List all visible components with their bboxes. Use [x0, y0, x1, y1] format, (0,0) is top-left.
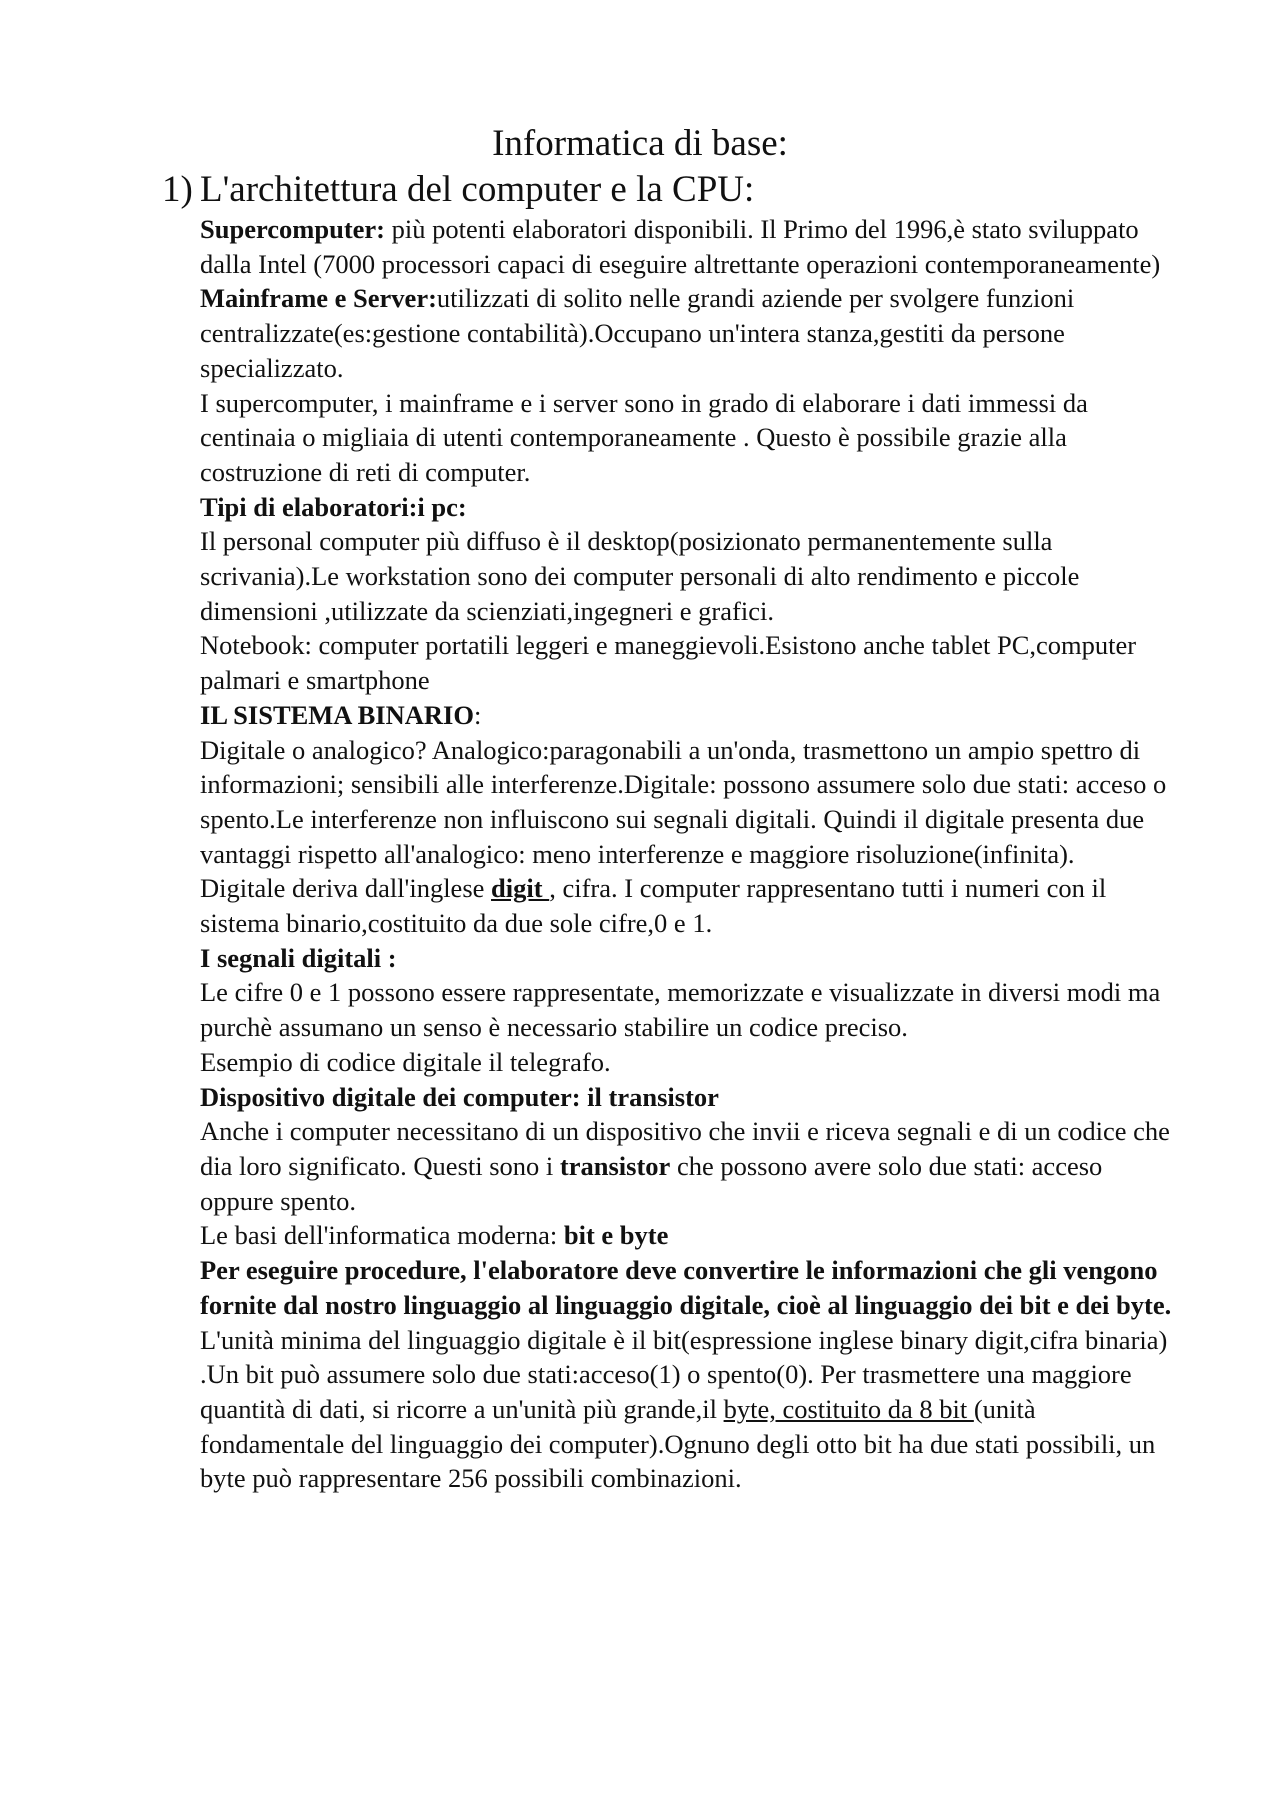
text-run: utilizzati di solito nelle grandi aziende per svolgere funzioni centralizzate(es:gestione contabilità).Occupano un'intera stanza,gestiti da persone specializzato. — [200, 283, 1075, 383]
paragraph — [200, 975, 1180, 1044]
paragraph — [200, 386, 1180, 490]
text-run: L'unità minima del linguaggio digitale è il bit(espressione inglese binary digit,cifra binaria) .Un bit può assumere solo due stati:acceso(1) o spento(0). Per trasmettere una maggiore quantità di dati, si ricorre a un'unità più grande,il — [200, 1324, 1168, 1424]
bold-text-run: Per eseguire procedure, l'elaboratore deve convertire le informazioni che gli vengono fornite dal nostro linguaggio al linguaggio digitale, cioè al linguaggio dei bit e dei byte. — [200, 1255, 1172, 1320]
underlined-text-run: byte, costituito da 8 bit — [723, 1393, 974, 1424]
paragraph — [200, 490, 1180, 525]
paragraph — [200, 941, 1180, 976]
document-body — [200, 212, 1180, 1496]
document-title: Informatica di base: — [492, 123, 788, 164]
paragraph — [200, 1253, 1180, 1322]
paragraph — [200, 1114, 1180, 1218]
paragraph — [200, 524, 1180, 628]
text-run: Il personal computer più diffuso è il desktop(posizionato permanentemente sulla scrivania).Le workstation sono dei computer personali di alto rendimento e piccole dimensioni ,utilizzate da scienziati,ingegneri e grafici. — [200, 526, 1080, 626]
text-run: Digitale o analogico? Analogico:paragonabili a un'onda, trasmettono un ampio spettro di informazioni; sensibili alle interferenze.Digitale: possono assumere solo due stati: acceso o spento.Le interferenze non influiscono sui segnali digitali. Quindi il digitale presenta due vantaggi rispetto all'analogico: meno interferenze e maggiore risoluzione(infinita). — [200, 734, 1167, 869]
bold-text-run: IL SISTEMA BINARIO — [200, 699, 474, 730]
paragraph — [200, 628, 1180, 697]
text-run: Notebook: computer portatili leggeri e maneggievoli.Esistono anche tablet PC,computer palmari e smartphone — [200, 630, 1137, 696]
bold-text-run: I segnali digitali : — [200, 942, 397, 973]
bold-text-run: Dispositivo digitale dei computer: il transistor — [200, 1081, 719, 1112]
text-run: più potenti elaboratori disponibili. Il Primo del 1996,è stato sviluppato dalla Intel (7000 processori capaci di eseguire altrettante operazioni contemporaneamente) — [200, 214, 1161, 279]
paragraph — [200, 1080, 1180, 1115]
text-run: (unità fondamentale del linguaggio dei computer).Ognuno degli otto bit ha due stati possibili, un byte può rappresentare 256 possibili combinazioni. — [200, 1393, 1156, 1494]
bold-text-run: Tipi di elaboratori:i pc: — [200, 491, 467, 522]
paragraph — [200, 698, 1180, 733]
paragraph — [200, 1323, 1180, 1497]
text-run: : — [473, 699, 482, 730]
text-run: Le cifre 0 e 1 possono essere rappresentate, memorizzate e visualizzate in diversi modi ma purchè assumano un senso è necessario stabilire un codice preciso. — [200, 977, 1161, 1043]
paragraph — [200, 871, 1180, 940]
bold-text-run: transistor — [559, 1150, 671, 1181]
text-run: , cifra. I computer rappresentano tutti i numeri con il sistema binario,costituito da due sole cifre,0 e 1. — [200, 873, 1107, 939]
paragraph — [200, 733, 1180, 872]
paragraph — [200, 212, 1180, 281]
text-run: I supercomputer, i mainframe e i server sono in grado di elaborare i dati immessi da centinaia o migliaia di utenti contemporaneamente . Questo è possibile grazie alla costruzione di reti di computer. — [200, 387, 1088, 487]
paragraph — [200, 1045, 1180, 1080]
bold-text-run: bit e byte — [563, 1220, 669, 1251]
paragraph — [200, 281, 1180, 385]
section-number: 1) — [162, 169, 193, 210]
paragraph — [200, 1218, 1180, 1253]
bold-text-run: Supercomputer: — [200, 214, 385, 244]
text-run: Digitale deriva dall'inglese — [200, 873, 492, 904]
text-run: Anche i computer necessitano di un dispositivo che invii e riceva segnali e di un codice che dia loro significato. Questi sono i — [200, 1116, 1170, 1181]
text-run: Esempio di codice digitale il telegrafo. — [200, 1046, 611, 1077]
bold-text-run: digit — [491, 873, 550, 904]
bold-text-run: Mainframe e Server: — [200, 283, 437, 314]
section-heading-text: L'architettura del computer e la CPU: — [200, 169, 755, 210]
text-run: che possono avere solo due stati: acceso oppure spento. — [200, 1150, 1103, 1216]
section-heading — [162, 168, 754, 212]
text-run: Le basi dell'informatica moderna: — [200, 1220, 564, 1251]
